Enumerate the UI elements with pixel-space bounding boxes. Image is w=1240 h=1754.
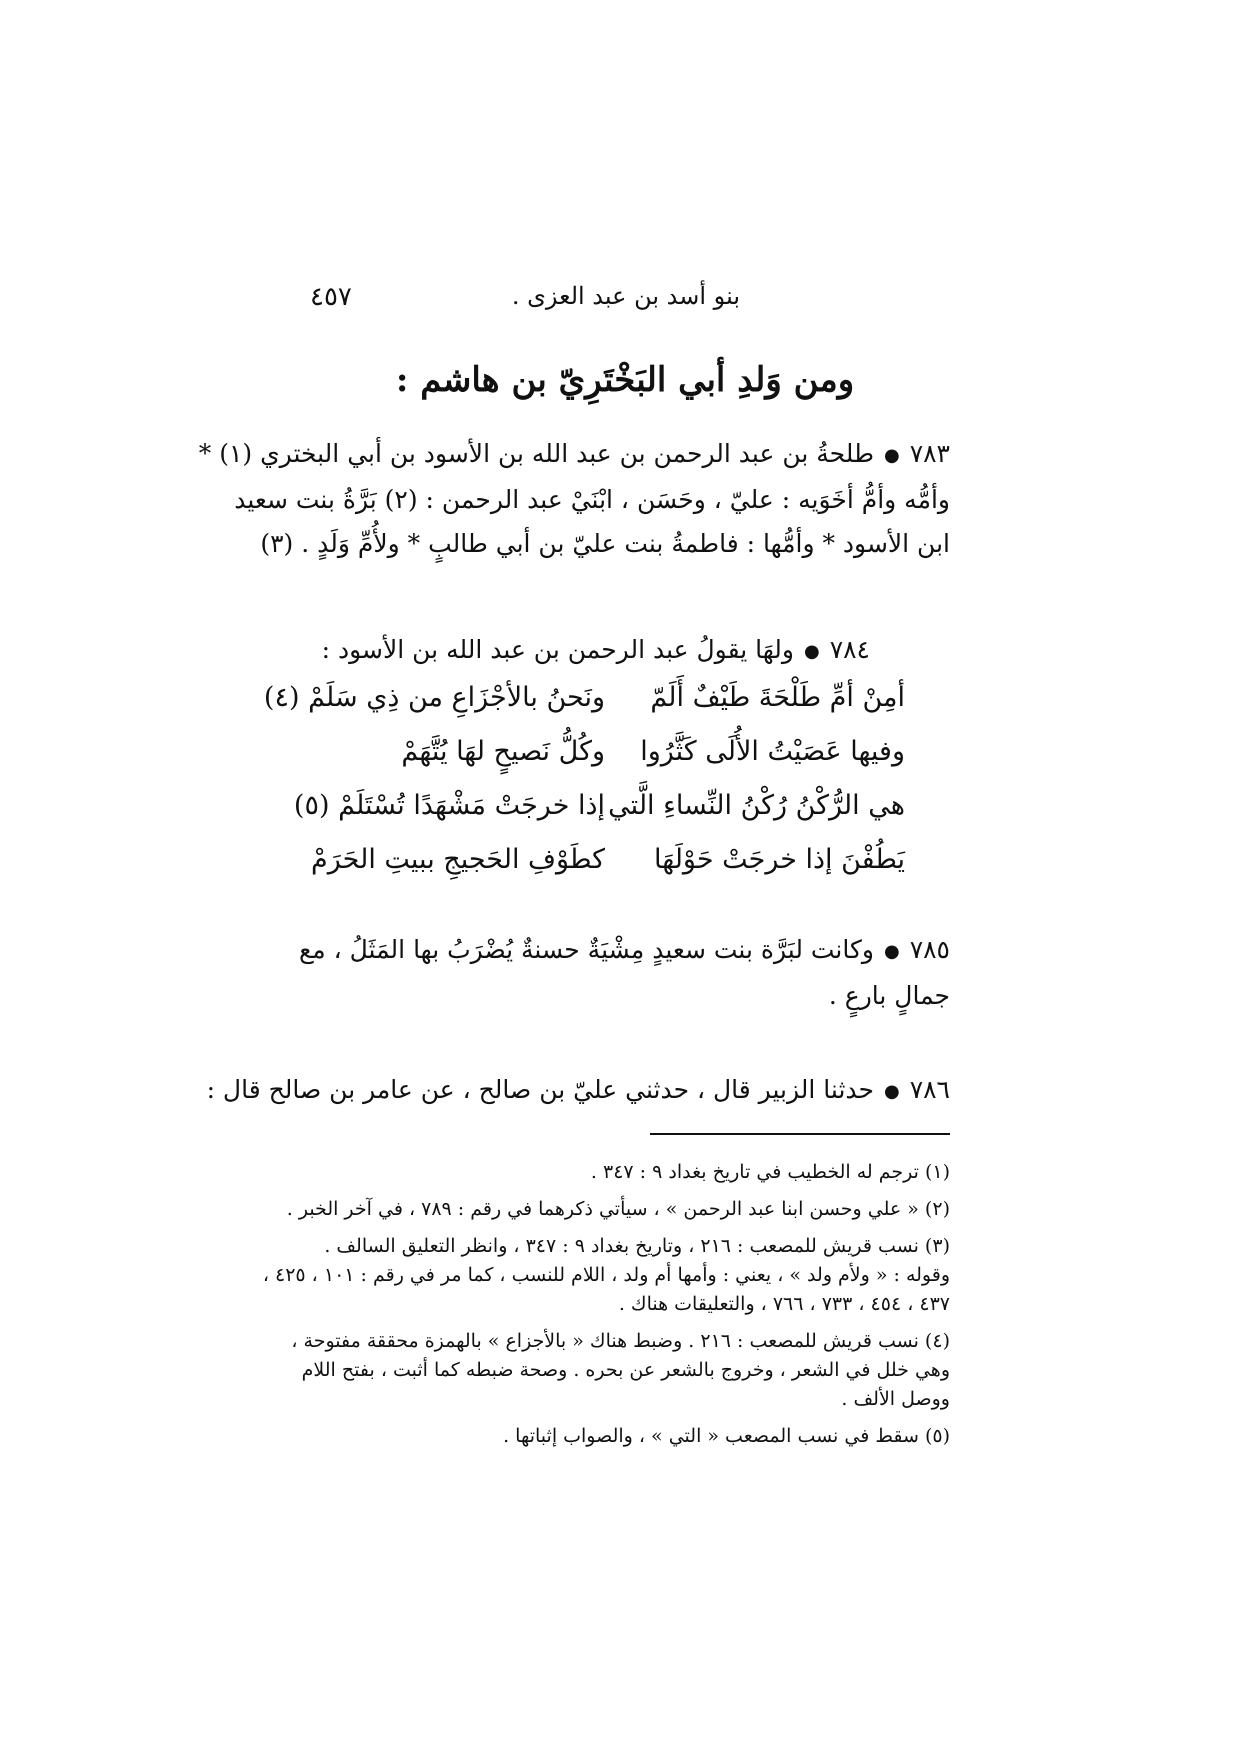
footnote-line: (٥) سقط في نسب المصعب « التي » ، والصواب إثباتها . — [503, 1425, 950, 1447]
hemistich-second: وكُلُّ نَصيحٍ لهَا يُتَّهَمْ — [401, 736, 605, 767]
running-header — [290, 282, 950, 322]
footnote-line: (٢) « علي وحسن ابنا عبد الرحمن » ، سيأتي ذكرهما في رقم : ٧٨٩ ، في آخر الخبر . — [286, 1198, 950, 1220]
hemistich-second: إذا خرجَتْ مَشْهَدًا تُسْتَلَمْ (٥) — [293, 790, 605, 821]
entry-text: ولهَا يقولُ عبد الرحمن بن عبد الله بن الأسود : — [321, 635, 794, 664]
footnote-line: وقوله : « ولأم ولد » ، يعني : وأمها أم ولد ، اللام للنسب ، كما مر في رقم : ١٠١ ، ٤٢٥ ، — [262, 1264, 950, 1286]
hemistich-first: وفيها عَصَيْتُ الأُلَى كَثَّرُوا — [640, 736, 905, 767]
bullet-icon: ● — [883, 940, 900, 962]
section-heading: ومن وَلدِ أبي البَخْتَرِيّ بن هاشم : — [395, 360, 855, 400]
entry-783 — [198, 432, 950, 566]
hemistich-second: ونَحنُ بالأجْزَاعِ من ذِي سَلَمْ (٤) — [263, 682, 605, 713]
entry-line — [206, 1068, 950, 1114]
footnotes — [262, 1158, 950, 1451]
footnote-line: ٤٣٧ ، ٤٥٤ ، ٧٣٣ ، ٧٦٦ ، والتعليقات هناك . — [618, 1293, 950, 1315]
entry-number: ٧٨٦ — [909, 1075, 950, 1104]
hemistich-first: يَطُفْنَ إذا خرجَتْ حَوْلَهَا — [654, 844, 905, 875]
verse — [345, 736, 905, 790]
hemistich-first: أمِنْ أمِّ طَلْحَةَ طَيْفٌ أَلَمّ — [650, 682, 905, 713]
bullet-icon: ● — [883, 1080, 900, 1102]
poem — [263, 682, 905, 898]
verse — [263, 682, 905, 736]
entry-line: وأمُّه وأمُّ أخَوَيه : عليّ ، وحَسَن ، ابْنَيْ عبد الرحمن : (٢) بَرَّةُ بنت سعيد — [234, 484, 950, 514]
entry-line: جمالٍ بارعٍ . — [828, 980, 950, 1010]
verse — [293, 790, 905, 844]
hemistich-second: كطَوْفِ الحَجيجِ ببيتِ الحَرَمْ — [311, 844, 605, 875]
entry-785 — [290, 928, 950, 1018]
bullet-icon: ● — [883, 444, 900, 466]
entry-number: ٧٨٤ — [829, 635, 870, 664]
entry-number: ٧٨٣ — [909, 439, 950, 468]
entry-text: حدثنا الزبير قال ، حدثني عليّ بن صالح ، عن عامر بن صالح قال : — [206, 1075, 874, 1104]
verse — [311, 844, 905, 898]
footnote-line: ووصل الألف . — [841, 1388, 950, 1410]
entry-number: ٧٨٥ — [909, 935, 950, 964]
entry-786 — [206, 1068, 950, 1114]
entry-line — [198, 432, 950, 478]
footnote-line: (٣) نسب قريش للمصعب : ٢١٦ ، وتاريخ بغداد ٩ : ٣٤٧ ، وانظر التعليق السالف . — [324, 1235, 950, 1257]
entry-text: طلحةُ بن عبد الرحمن بن عبد الله بن الأسود بن أبي البختري (١) * — [198, 439, 874, 468]
footnote-divider — [650, 1133, 950, 1135]
bullet-icon: ● — [803, 640, 820, 662]
running-title: بنو أسد بن عبد العزى . — [511, 282, 740, 310]
entry-784 — [290, 628, 950, 674]
entry-text: وكانت لبَرَّة بنت سعيدٍ مِشْيَةٌ حسنةٌ يُضْرَبُ بها المَثَلُ ، مع — [298, 935, 874, 964]
page-number: ٤٥٧ — [310, 282, 352, 312]
hemistich-first: هي الرُّكْنُ رُكْنُ النِّساءِ الَّتي — [608, 790, 905, 821]
footnote-line: (٤) نسب قريش للمصعب : ٢١٦ . وضبط هناك « بالأجزاع » بالهمزة محققة مفتوحة ، — [291, 1330, 950, 1352]
entry-line — [290, 628, 950, 674]
entry-line: ابن الأسود * وأمُّها : فاطمةُ بنت عليّ بن أبي طالبٍ * ولأُمِّ وَلَدٍ . (٣) — [260, 528, 950, 558]
footnote-line: (١) ترجم له الخطيب في تاريخ بغداد ٩ : ٣٤٧ . — [590, 1161, 950, 1183]
entry-line — [290, 928, 950, 974]
footnote-line: وهي خلل في الشعر ، وخروج بالشعر عن بحره . وصحة ضبطه كما أثبت ، بفتح اللام — [301, 1359, 950, 1381]
